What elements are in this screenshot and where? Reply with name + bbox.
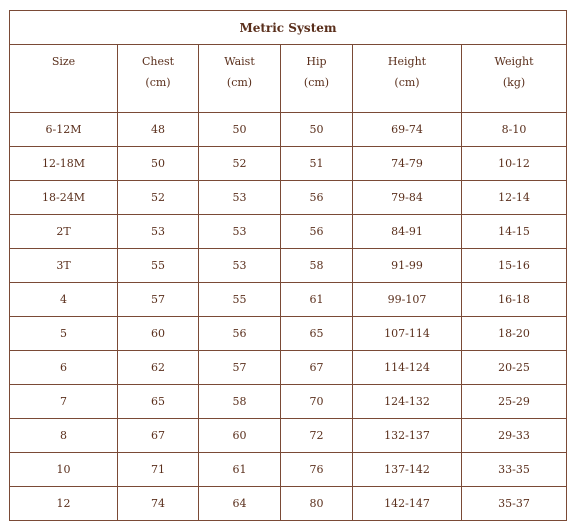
title-row bbox=[10, 11, 567, 45]
column-header-unit: (cm) bbox=[226, 76, 253, 89]
column-header-label: Chest bbox=[141, 55, 175, 68]
cell-size: 4 bbox=[10, 283, 118, 317]
column-header-unit: (cm) bbox=[145, 76, 171, 89]
column-header-weight bbox=[462, 45, 567, 113]
column-header-height bbox=[353, 45, 462, 113]
cell-waist: 53 bbox=[199, 249, 281, 283]
table-row bbox=[10, 215, 567, 249]
cell-size: 3T bbox=[10, 249, 118, 283]
table-body bbox=[10, 113, 567, 521]
table-row bbox=[10, 147, 567, 181]
cell-weight: 29-33 bbox=[462, 419, 567, 453]
cell-chest: 57 bbox=[118, 283, 199, 317]
column-header-size bbox=[10, 45, 118, 113]
cell-hip: 58 bbox=[281, 249, 353, 283]
cell-height: 124-132 bbox=[353, 385, 462, 419]
cell-hip: 80 bbox=[281, 487, 353, 521]
cell-waist: 55 bbox=[199, 283, 281, 317]
table-row bbox=[10, 385, 567, 419]
cell-weight: 14-15 bbox=[462, 215, 567, 249]
table-row bbox=[10, 351, 567, 385]
cell-weight: 12-14 bbox=[462, 181, 567, 215]
cell-waist: 61 bbox=[199, 453, 281, 487]
cell-weight: 8-10 bbox=[462, 113, 567, 147]
cell-size: 8 bbox=[10, 419, 118, 453]
table-row bbox=[10, 453, 567, 487]
cell-height: 84-91 bbox=[353, 215, 462, 249]
cell-waist: 53 bbox=[199, 181, 281, 215]
cell-waist: 50 bbox=[199, 113, 281, 147]
cell-waist: 64 bbox=[199, 487, 281, 521]
cell-waist: 58 bbox=[199, 385, 281, 419]
cell-chest: 62 bbox=[118, 351, 199, 385]
column-header-unit: (kg) bbox=[502, 76, 526, 89]
cell-weight: 15-16 bbox=[462, 249, 567, 283]
table-row bbox=[10, 113, 567, 147]
table-row bbox=[10, 283, 567, 317]
cell-size: 12-18M bbox=[10, 147, 118, 181]
cell-weight: 20-25 bbox=[462, 351, 567, 385]
cell-waist: 56 bbox=[199, 317, 281, 351]
cell-hip: 56 bbox=[281, 215, 353, 249]
cell-height: 132-137 bbox=[353, 419, 462, 453]
cell-weight: 33-35 bbox=[462, 453, 567, 487]
cell-height: 142-147 bbox=[353, 487, 462, 521]
table-row bbox=[10, 181, 567, 215]
cell-height: 107-114 bbox=[353, 317, 462, 351]
cell-size: 18-24M bbox=[10, 181, 118, 215]
cell-hip: 72 bbox=[281, 419, 353, 453]
header-row bbox=[10, 45, 567, 113]
cell-weight: 16-18 bbox=[462, 283, 567, 317]
table-row bbox=[10, 419, 567, 453]
cell-chest: 65 bbox=[118, 385, 199, 419]
table-row bbox=[10, 249, 567, 283]
cell-chest: 50 bbox=[118, 147, 199, 181]
cell-weight: 10-12 bbox=[462, 147, 567, 181]
cell-size: 12 bbox=[10, 487, 118, 521]
table-row bbox=[10, 487, 567, 521]
column-header-label: Hip bbox=[306, 55, 327, 68]
column-header-waist bbox=[199, 45, 281, 113]
cell-chest: 53 bbox=[118, 215, 199, 249]
column-header-unit: (cm) bbox=[303, 76, 330, 89]
cell-hip: 70 bbox=[281, 385, 353, 419]
cell-chest: 60 bbox=[118, 317, 199, 351]
cell-size: 2T bbox=[10, 215, 118, 249]
cell-chest: 55 bbox=[118, 249, 199, 283]
cell-weight: 25-29 bbox=[462, 385, 567, 419]
cell-size: 5 bbox=[10, 317, 118, 351]
cell-height: 74-79 bbox=[353, 147, 462, 181]
cell-hip: 50 bbox=[281, 113, 353, 147]
cell-waist: 60 bbox=[199, 419, 281, 453]
cell-hip: 76 bbox=[281, 453, 353, 487]
column-header-label: Weight bbox=[494, 55, 534, 68]
column-header-unit: (cm) bbox=[394, 76, 420, 89]
column-header-label: Height bbox=[387, 55, 427, 68]
table-title: Metric System bbox=[10, 11, 567, 45]
cell-size: 6 bbox=[10, 351, 118, 385]
cell-waist: 52 bbox=[199, 147, 281, 181]
cell-hip: 61 bbox=[281, 283, 353, 317]
cell-waist: 57 bbox=[199, 351, 281, 385]
cell-height: 79-84 bbox=[353, 181, 462, 215]
cell-height: 114-124 bbox=[353, 351, 462, 385]
cell-chest: 48 bbox=[118, 113, 199, 147]
column-header-label: Waist bbox=[224, 55, 255, 68]
cell-size: 6-12M bbox=[10, 113, 118, 147]
cell-height: 91-99 bbox=[353, 249, 462, 283]
cell-height: 69-74 bbox=[353, 113, 462, 147]
cell-weight: 18-20 bbox=[462, 317, 567, 351]
cell-height: 99-107 bbox=[353, 283, 462, 317]
cell-size: 10 bbox=[10, 453, 118, 487]
cell-hip: 56 bbox=[281, 181, 353, 215]
cell-chest: 74 bbox=[118, 487, 199, 521]
size-chart-table bbox=[9, 10, 567, 521]
column-header-label: Size bbox=[51, 55, 76, 68]
cell-chest: 67 bbox=[118, 419, 199, 453]
column-header-chest bbox=[118, 45, 199, 113]
cell-chest: 71 bbox=[118, 453, 199, 487]
column-header-hip bbox=[281, 45, 353, 113]
cell-height: 137-142 bbox=[353, 453, 462, 487]
cell-waist: 53 bbox=[199, 215, 281, 249]
table-row bbox=[10, 317, 567, 351]
cell-hip: 65 bbox=[281, 317, 353, 351]
cell-weight: 35-37 bbox=[462, 487, 567, 521]
cell-hip: 51 bbox=[281, 147, 353, 181]
cell-size: 7 bbox=[10, 385, 118, 419]
cell-chest: 52 bbox=[118, 181, 199, 215]
cell-hip: 67 bbox=[281, 351, 353, 385]
